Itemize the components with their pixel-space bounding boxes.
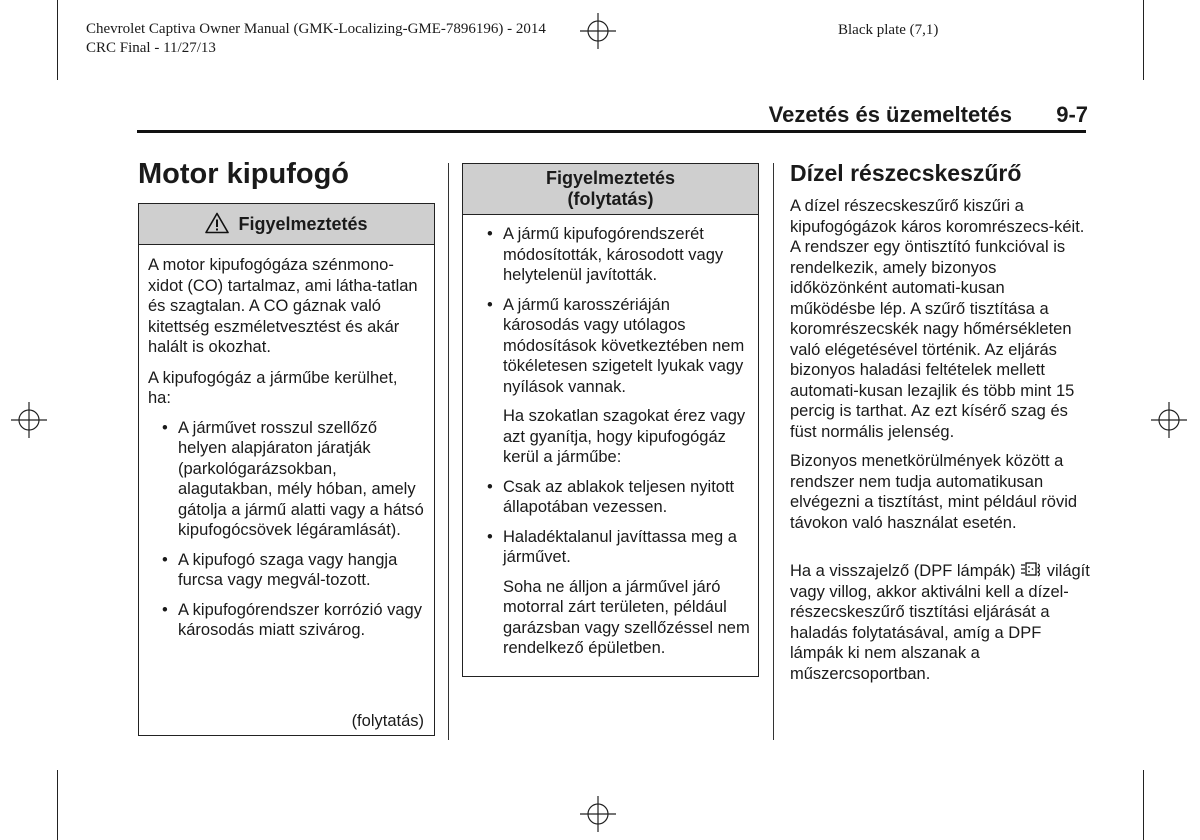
warning-triangle-icon [205, 212, 229, 234]
dpf-heading: Dízel részecskeszűrő [790, 160, 1022, 186]
warning-paragraph: Ha szokatlan szagokat érez vagy azt gyanítja, hogy kipufogógáz kerül a járműbe: [503, 407, 746, 466]
registration-mark-icon [1151, 402, 1187, 438]
bullet: • [487, 225, 493, 243]
warning-header [463, 164, 758, 215]
bullet: • [162, 550, 168, 569]
list-item [158, 600, 424, 641]
bullet: • [487, 295, 493, 314]
body-paragraph: Bizonyos menetkörülmények között a rendszer nem tudja automatikusan elvégezni a tisztítást, mint például rövid távokon való használat esetén. [790, 452, 1078, 532]
body-paragraph [790, 559, 1090, 684]
crop-mark [57, 770, 58, 840]
crop-mark [1143, 0, 1144, 80]
warning-header [139, 204, 434, 245]
warning-paragraph: A motor kipufogógáza szénmono-xidot (CO) tartalmaz, ami látha-tatlan és szagtalan. A CO gáznak való kitettség eszméletvesztést és akár halált is okozhat. [148, 256, 418, 356]
list-item-text: A járművet rosszul szellőző helyen alapjáraton járatják (parkológarázsokban, alagutakban, mély hóban, amely gátolja a jármű alatti vagy a hátsó kipufogócsövek légáramlását). [178, 418, 424, 539]
continued-label: (folytatás) [351, 712, 424, 730]
warning-continued-label: (folytatás) [567, 189, 654, 209]
warning-body [463, 215, 758, 659]
warning-title: Figyelmeztetés [545, 168, 676, 188]
header-rule [137, 130, 1086, 133]
registration-mark-icon [11, 402, 47, 438]
list-item-text: A kipufogó szaga vagy hangja furcsa vagy megvál-tozott. [178, 550, 398, 589]
body-paragraph-start: Ha a visszajelző (DPF lámpák) [790, 562, 1016, 580]
print-header-line1: Chevrolet Captiva Owner Manual (GMK-Localizing-GME-7896196) - 2014 [86, 21, 546, 37]
warning-box [138, 203, 435, 736]
dpf-warning-icon [1020, 559, 1042, 579]
page-number: 9-7 [1056, 102, 1088, 127]
section-title: Vezetés és üzemeltetés [768, 102, 1012, 127]
list-item [158, 418, 424, 541]
list-item-text: Csak az ablakok teljesen nyitott állapotában vezessen. [503, 477, 735, 516]
crop-mark [1143, 770, 1144, 840]
warning-box-continued [462, 163, 759, 677]
print-header-line2: CRC Final - 11/27/13 [86, 40, 216, 56]
list-item-text: A jármű karosszériáján károsodás vagy utólagos módosítások következtében nem tökéletesen szigetelt lyukak vagy nyílások vannak. [503, 295, 745, 396]
bullet: • [162, 418, 168, 437]
registration-mark-icon [580, 796, 616, 832]
warning-paragraph: Soha ne álljon a járművel járó motorral zárt területen, például garázsban vagy szellőzéssel nem rendelkező épületben. [503, 577, 750, 657]
list-item [483, 224, 750, 286]
body-paragraph: A dízel részecskeszűrő kiszűri a kipufogógázok káros koromrészecs-kéit. A rendszer egy öntisztító funkcióval is rendelkezik, amely bizonyos időközönként automati-kusan működésbe lép. A szűrő tisztítása a koromrészecskék nagy hőmérsékleten való elégetésével történik. Az eljárás bizonyos haladási feltételek mellett automati-kusan lezajlik és több mint 15 percig is tarthat. Az ezt kísérő szag és füst normális jelenség. [790, 197, 1085, 441]
list-item [483, 477, 750, 518]
print-header-plate: Black plate (7,1) [838, 22, 939, 38]
body-paragraph-rest: világít vagy villog, akkor aktiválni kell a dízel-részecskeszűrő tisztítási eljárását a haladás folytatásával, amíg a DPF lámpák ki nem alszanak a műszercsoportban. [790, 562, 1090, 683]
list-item [158, 550, 424, 591]
list-item-text: Haladéktalanul javíttassa meg a járművet. [503, 527, 737, 566]
warning-body [139, 245, 434, 641]
list-item-text: A jármű kipufogórendszerét módosították, károsodott vagy helytelenül javították. [503, 225, 724, 284]
list-item [483, 295, 750, 398]
warning-paragraph: A kipufogógáz a járműbe kerülhet, ha: [148, 368, 398, 407]
bullet: • [487, 527, 493, 546]
list-item-text: A kipufogórendszer korrózió vagy károsodás miatt szivárog. [178, 600, 422, 639]
crop-mark [57, 0, 58, 80]
registration-mark-icon [580, 13, 616, 49]
bullet: • [487, 477, 493, 496]
list-item [483, 527, 750, 568]
motor-exhaust-heading: Motor kipufogó [138, 158, 350, 190]
warning-title: Figyelmeztetés [238, 214, 368, 234]
column-divider [448, 163, 449, 740]
column-divider [773, 163, 774, 740]
dpf-body [790, 196, 1090, 684]
bullet: • [162, 600, 168, 619]
print-header-left [86, 20, 546, 58]
